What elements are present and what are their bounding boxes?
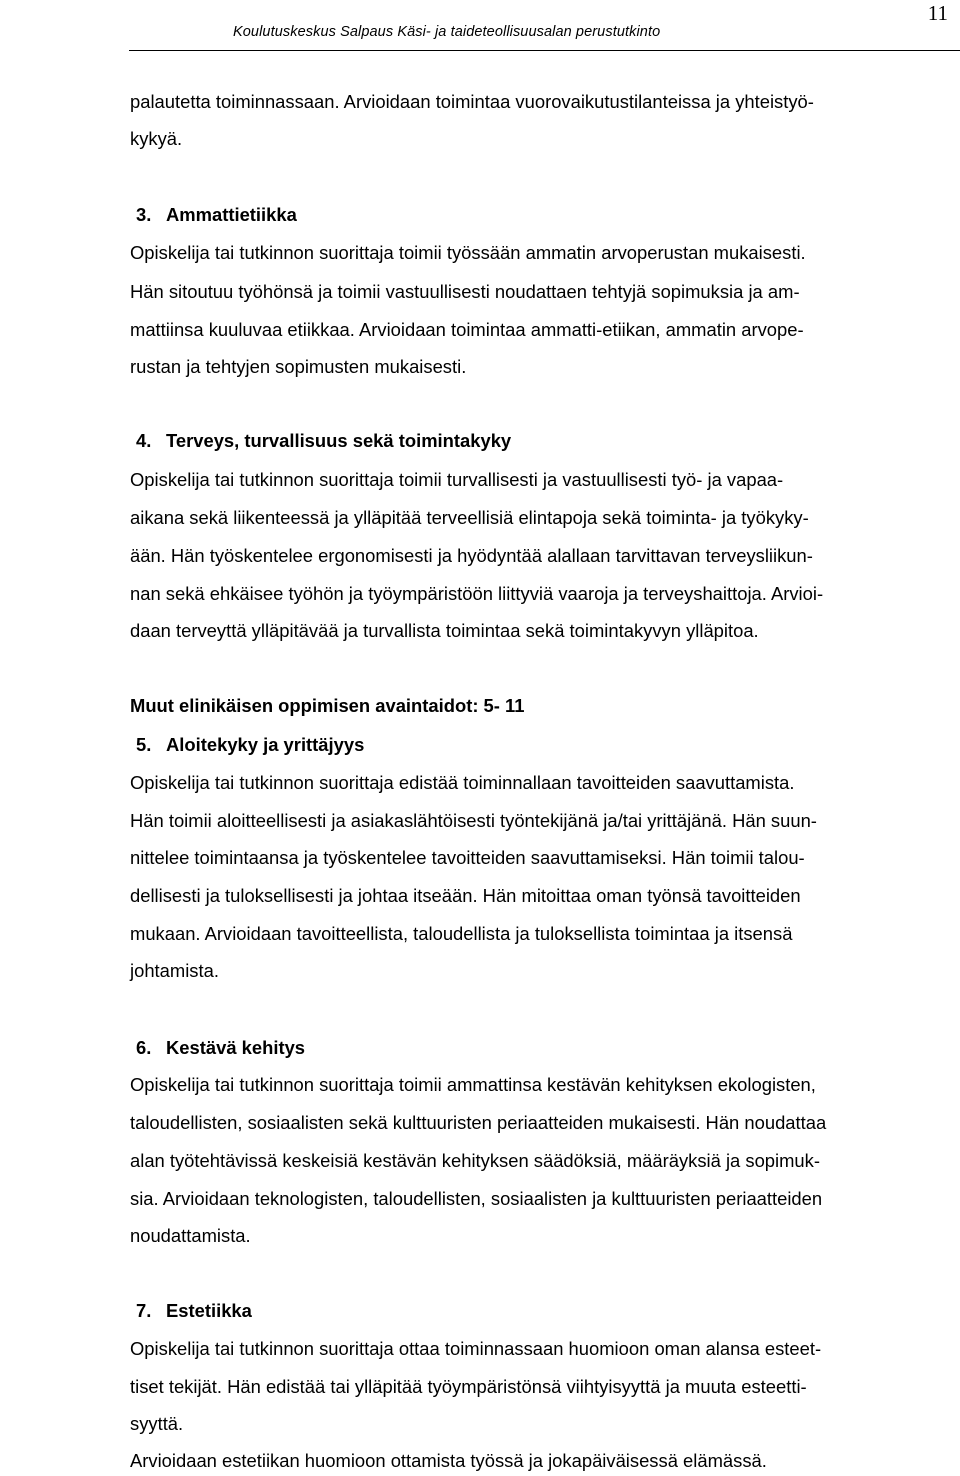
section-number: 5.	[136, 734, 152, 755]
section-number: 6.	[136, 1037, 152, 1058]
body-line: dellisesti ja tuloksellisesti ja johtaa itseään. Hän mitoittaa oman työnsä tavoitteiden	[130, 885, 801, 906]
body-line: alan työtehtävissä keskeisiä kestävän kehityksen säädöksiä, määräyksiä ja sopimuk-	[130, 1150, 820, 1171]
body-line: nittelee toimintaansa ja työskentelee tavoitteiden saavuttamiseksi. Hän toimii talou-	[130, 847, 805, 868]
running-header: Koulutuskeskus Salpaus Käsi- ja taideteollisuusalan perustutkinto	[233, 24, 661, 40]
body-line: Opiskelija tai tutkinnon suorittaja toimii turvallisesti ja vastuullisesti työ- ja vapaa-	[130, 469, 784, 490]
section-heading-aloitekyky	[130, 736, 364, 754]
body-line: johtamista.	[130, 960, 219, 981]
page-number: 11	[927, 1, 948, 25]
body-line: rustan ja tehtyjen sopimusten mukaisesti.	[130, 356, 467, 377]
section-heading-estetiikka	[130, 1302, 252, 1320]
body-line: Hän toimii aloitteellisesti ja asiakaslähtöisesti työntekijänä ja/tai yrittäjänä. Hän suun-	[130, 810, 817, 831]
section-title: Aloitekyky ja yrittäjyys	[166, 734, 365, 755]
body-line: noudattamista.	[130, 1225, 251, 1246]
body-line: palautetta toiminnassaan. Arvioidaan toimintaa vuorovaikutustilanteissa ja yhteistyö-	[130, 91, 814, 112]
body-line: daan terveyttä ylläpitävää ja turvallista toimintaa sekä toimintakyvyn ylläpitoa.	[130, 620, 759, 641]
body-line: ään. Hän työskentelee ergonomisesti ja hyödyntää alallaan tarvittavan terveysliikun-	[130, 545, 813, 566]
body-line: Arvioidaan estetiikan huomioon ottamista työssä ja jokapäiväisessä elämässä.	[130, 1450, 767, 1471]
body-line: Opiskelija tai tutkinnon suorittaja toimii työssään ammatin arvoperustan mukaisesti.	[130, 242, 806, 263]
body-line: tiset tekijät. Hän edistää tai ylläpitää työympäristönsä viihtyisyyttä ja muuta esteetti-	[130, 1376, 807, 1397]
body-line: Opiskelija tai tutkinnon suorittaja ottaa toiminnassaan huomioon oman alansa esteet-	[130, 1338, 822, 1359]
section-number: 4.	[136, 430, 152, 451]
header-divider	[129, 50, 960, 51]
section-heading-terveys	[130, 432, 511, 450]
section-heading-kestava-kehitys	[130, 1039, 305, 1057]
body-line: Opiskelija tai tutkinnon suorittaja toimii ammattinsa kestävän kehityksen ekologisten,	[130, 1074, 816, 1095]
body-line: mattiinsa kuuluvaa etiikkaa. Arvioidaan toimintaa ammatti-etiikan, ammatin arvope-	[130, 319, 804, 340]
body-line: nan sekä ehkäisee työhön ja työympäristöön liittyviä vaaroja ja terveyshaittoja. Arvioi-	[130, 583, 824, 604]
body-line: kykyä.	[130, 128, 183, 149]
body-line: syyttä.	[130, 1413, 184, 1434]
body-line: Opiskelija tai tutkinnon suorittaja edistää toiminnallaan tavoitteiden saavuttamista.	[130, 772, 795, 793]
section-number: 7.	[136, 1300, 152, 1321]
section-heading-ammattietiikka	[130, 206, 297, 224]
body-line: aikana sekä liikenteessä ja ylläpitää terveellisiä elintapoja sekä toiminta- ja työkyky-	[130, 507, 809, 528]
body-line: Hän sitoutuu työhönsä ja toimii vastuullisesti noudattaen tehtyjä sopimuksia ja am-	[130, 281, 800, 302]
body-line: mukaan. Arvioidaan tavoitteellista, taloudellista ja tuloksellista toimintaa ja itsensä	[130, 923, 793, 944]
other-key-skills-heading: Muut elinikäisen oppimisen avaintaidot: 5- 11	[130, 695, 525, 716]
body-line: sia. Arvioidaan teknologisten, taloudellisten, sosiaalisten ja kulttuuristen periaatteiden	[130, 1188, 823, 1209]
section-title: Kestävä kehitys	[166, 1037, 306, 1058]
section-title: Ammattietiikka	[166, 204, 297, 225]
section-number: 3.	[136, 204, 152, 225]
section-title: Terveys, turvallisuus sekä toimintakyky	[166, 430, 512, 451]
body-line: taloudellisten, sosiaalisten sekä kulttuuristen periaatteiden mukaisesti. Hän noudattaa	[130, 1112, 827, 1133]
section-title: Estetiikka	[166, 1300, 252, 1321]
